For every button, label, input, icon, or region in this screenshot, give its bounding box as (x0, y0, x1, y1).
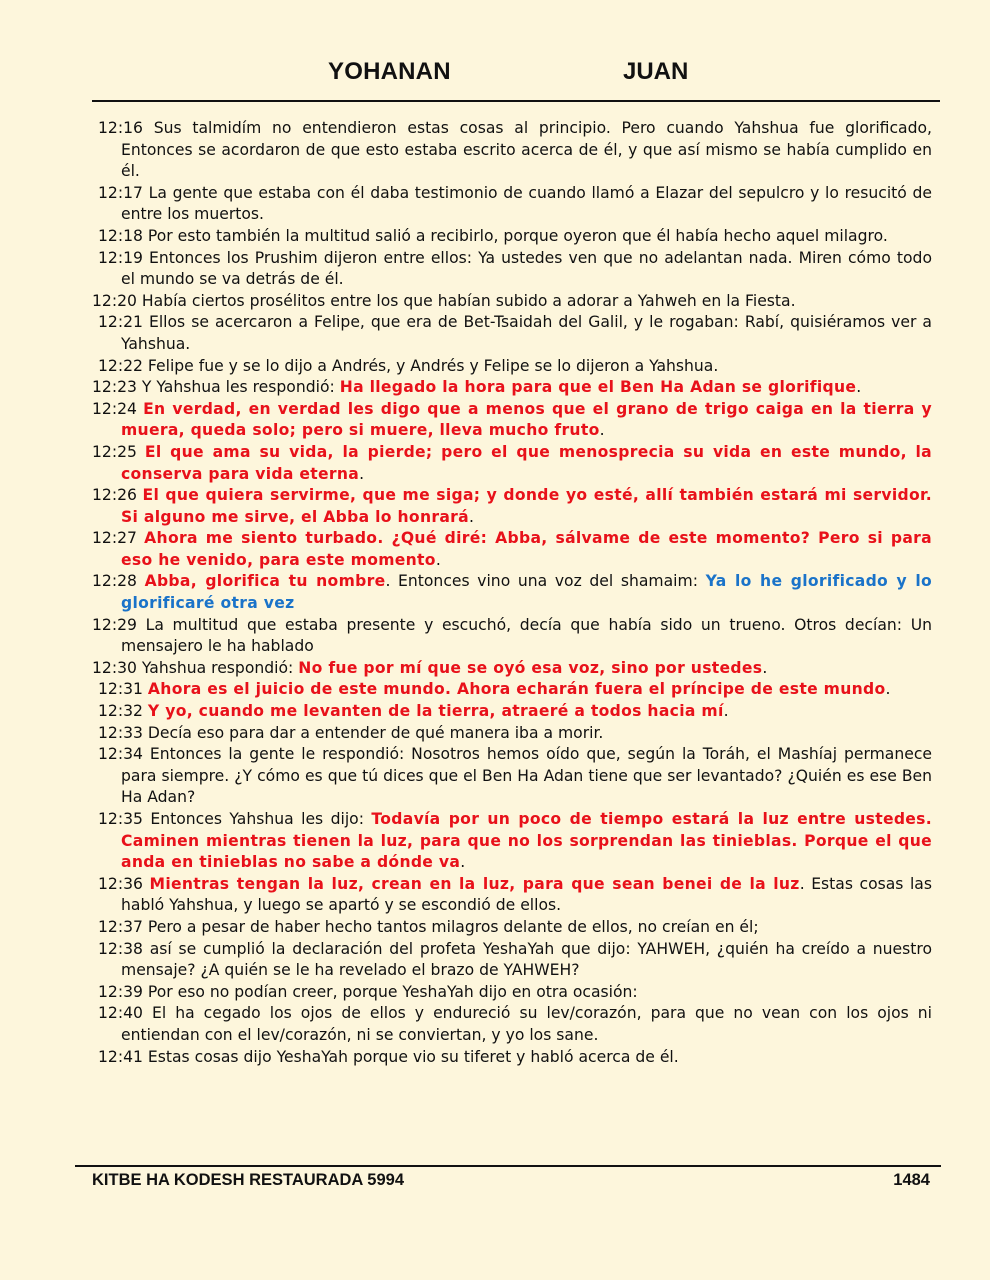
verse-12-37 (92, 917, 932, 939)
footer-title: KITBE HA KODESH RESTAURADA 5994 (92, 1171, 405, 1189)
words-of-yahshua: Ahora es el juicio de este mundo. Ahora echarán fuera el príncipe de este mundo (147, 680, 886, 699)
words-of-yahshua: Mientras tengan la luz, crean en la luz, para que sean benei de la luz (149, 874, 800, 893)
verse-text: . (723, 702, 729, 721)
verse-number: 12:17 (98, 183, 143, 202)
verse-number: 12:40 (98, 1004, 143, 1023)
verse-number: 12:29 (92, 615, 137, 634)
verse-text: Por esto también la multitud salió a recibirlo, porque oyeron que él había hecho aquel milagro. (142, 226, 888, 245)
verse-12-21 (92, 312, 932, 355)
words-of-yahshua: Y yo, cuando me levanten de la tierra, atraeré a todos hacia mí (147, 702, 724, 721)
voice-from-shamaim: Ya lo he glorificado y lo glorificaré otra vez (121, 572, 932, 613)
verse-text: Por eso no podían creer, porque YeshaYah dijo en otra ocasión: (142, 982, 638, 1001)
verse-text: . (460, 853, 466, 872)
verse-number: 12:33 (98, 723, 143, 742)
footer-rule (75, 1165, 941, 1167)
words-of-yahshua: Abba, glorifica tu nombre (144, 572, 386, 591)
verse-12-38 (92, 939, 932, 982)
verse-number: 12:41 (98, 1047, 143, 1066)
verse-12-27 (92, 528, 932, 571)
book-title-spanish: JUAN (623, 58, 689, 85)
verse-number: 12:18 (98, 226, 143, 245)
verse-text: Entonces la gente le respondió: Nosotros hemos oído que, según la Toráh, el Mashíaj permanece para siempre. ¿Y cómo es que tú dices que el Ben Ha Adan tiene que ser levantado? ¿Quién es ese Ben Ha Adan? (121, 745, 932, 807)
verse-number: 12:25 (92, 442, 137, 461)
verse-text: Entonces Yahshua les dijo: (142, 810, 372, 828)
verse-number: 12:38 (98, 939, 143, 958)
verse-12-25 (92, 442, 932, 485)
verse-text: El ha cegado los ojos de ellos y endureció su lev/corazón, para que no vean con los ojos ni entiendan con el lev/corazón, ni se conviertan, y yo los sane. (121, 1004, 932, 1044)
verse-text: . Entonces vino una voz del shamaim: (385, 572, 706, 591)
verse-12-16 (92, 118, 932, 183)
verse-number: 12:36 (98, 874, 143, 893)
verse-text: Yahshua respondió: (136, 658, 299, 677)
verse-text: . (885, 680, 891, 699)
page-header (0, 58, 990, 88)
verse-12-24 (92, 399, 932, 442)
verse-12-35 (92, 809, 932, 874)
verse-text: así se cumplió la declaración del profeta YeshaYah que dijo: YAHWEH, ¿quién ha creído a nuestro mensaje? ¿A quién se le ha revelado el brazo de YAHWEH? (121, 939, 932, 980)
verse-12-26 (92, 485, 932, 528)
verse-text: Felipe fue y se lo dijo a Andrés, y Andrés y Felipe se lo dijeron a Yahshua. (142, 356, 719, 375)
verse-text: . Estas cosas las habló Yahshua, y luego se apartó y se escondió de ellos. (121, 874, 932, 915)
verse-number: 12:37 (98, 917, 143, 936)
book-title-hebrew: YOHANAN (328, 58, 451, 85)
verse-text: La gente que estaba con él daba testimonio de cuando llamó a Elazar del sepulcro y lo resucitó de entre los muertos. (121, 183, 932, 224)
verse-12-19 (92, 248, 932, 291)
verse-number: 12:39 (98, 982, 143, 1001)
verse-text: Ellos se acercaron a Felipe, que era de Bet-Tsaidah del Galil, y le rogaban: Rabí, quisiéramos ver a Yahshua. (121, 313, 932, 353)
verse-number: 12:26 (92, 486, 137, 505)
verse-text: . (435, 550, 441, 569)
verse-12-23 (92, 377, 932, 399)
verse-number: 12:20 (92, 291, 137, 310)
verse-12-28 (92, 571, 932, 614)
verse-12-39 (92, 982, 932, 1004)
verse-text: Y Yahshua les respondió: (136, 378, 340, 397)
verse-number: 12:21 (98, 313, 143, 332)
verse-12-29 (92, 615, 932, 658)
verse-number: 12:24 (92, 399, 137, 418)
verse-number: 12:23 (92, 378, 137, 397)
verse-12-20 (92, 291, 932, 313)
verse-text: Entonces los Prushim dijeron entre ellos: Ya ustedes ven que no adelantan nada. Miren cómo todo el mundo se va detrás de él. (121, 248, 932, 289)
verse-number: 12:31 (98, 680, 143, 699)
verse-text: Estas cosas dijo YeshaYah porque vio su tiferet y habló acerca de él. (142, 1047, 679, 1066)
words-of-yahshua: El que quiera servirme, que me siga; y donde yo esté, allí también estará mi servidor. Si alguno me sirve, el Abba lo honrará (121, 486, 932, 526)
verse-list (92, 118, 932, 1068)
verse-12-34 (92, 744, 932, 809)
verse-text: . (468, 507, 474, 526)
verse-text: La multitud que estaba presente y escuchó, decía que había sido un trueno. Otros decían: Un mensajero le ha hablado (121, 615, 932, 656)
verse-12-40 (92, 1003, 932, 1046)
verse-number: 12:32 (98, 702, 143, 721)
verse-number: 12:30 (92, 658, 137, 677)
verse-number: 12:27 (92, 529, 137, 548)
verse-12-32 (92, 701, 932, 723)
words-of-yahshua: Ahora me siento turbado. ¿Qué diré: Abba, sálvame de este momento? Pero si para eso he venido, para este momento (121, 529, 932, 569)
verse-text: . (762, 658, 768, 677)
verse-number: 12:35 (98, 810, 143, 828)
verse-text: Pero a pesar de haber hecho tantos milagros delante de ellos, no creían en él; (142, 917, 759, 936)
verse-number: 12:34 (98, 745, 143, 764)
verse-12-17 (92, 183, 932, 226)
words-of-yahshua: En verdad, en verdad les digo que a menos que el grano de trigo caiga en la tierra y muera, queda solo; pero si muere, lleva mucho fruto (121, 399, 932, 440)
words-of-yahshua: Ha llegado la hora para que el Ben Ha Adan se glorifique (339, 378, 857, 397)
words-of-yahshua: No fue por mí que se oyó esa voz, sino por ustedes (298, 658, 763, 677)
page-number: 1484 (893, 1171, 930, 1189)
verse-12-41 (92, 1047, 932, 1069)
verse-text (137, 443, 145, 461)
verse-number: 12:16 (98, 119, 143, 137)
verse-text: . (856, 378, 862, 397)
words-of-yahshua: Todavía por un poco de tiempo estará la luz entre ustedes. Caminen mientras tienen la luz, para que no los sorprendan las tinieblas. Porque el que anda en tinieblas no sabe a dónde va (121, 810, 932, 872)
header-rule (92, 100, 940, 102)
verse-12-30 (92, 658, 932, 680)
verse-text (137, 572, 145, 590)
verse-text: . (599, 421, 605, 440)
verse-12-33 (92, 723, 932, 745)
verse-12-36 (92, 874, 932, 917)
verse-number: 12:22 (98, 356, 143, 375)
verse-text: Había ciertos prosélitos entre los que habían subido a adorar a Yahweh en la Fiesta. (136, 291, 796, 310)
verse-12-18 (92, 226, 932, 248)
verse-12-22 (92, 356, 932, 378)
verse-text: . (359, 464, 365, 483)
verse-text: Sus talmidím no entendieron estas cosas al principio. Pero cuando Yahshua fue glorificado, Entonces se acordaron de que esto estaba escrito acerca de él, y que así mismo se había cumplido en él. (121, 119, 932, 181)
verse-number: 12:28 (92, 572, 137, 591)
words-of-yahshua: El que ama su vida, la pierde; pero el que menosprecia su vida en este mundo, la conserva para vida eterna (121, 442, 932, 483)
verse-text: Decía eso para dar a entender de qué manera iba a morir. (142, 723, 604, 742)
verse-number: 12:19 (98, 248, 143, 267)
verse-12-31 (92, 679, 932, 701)
